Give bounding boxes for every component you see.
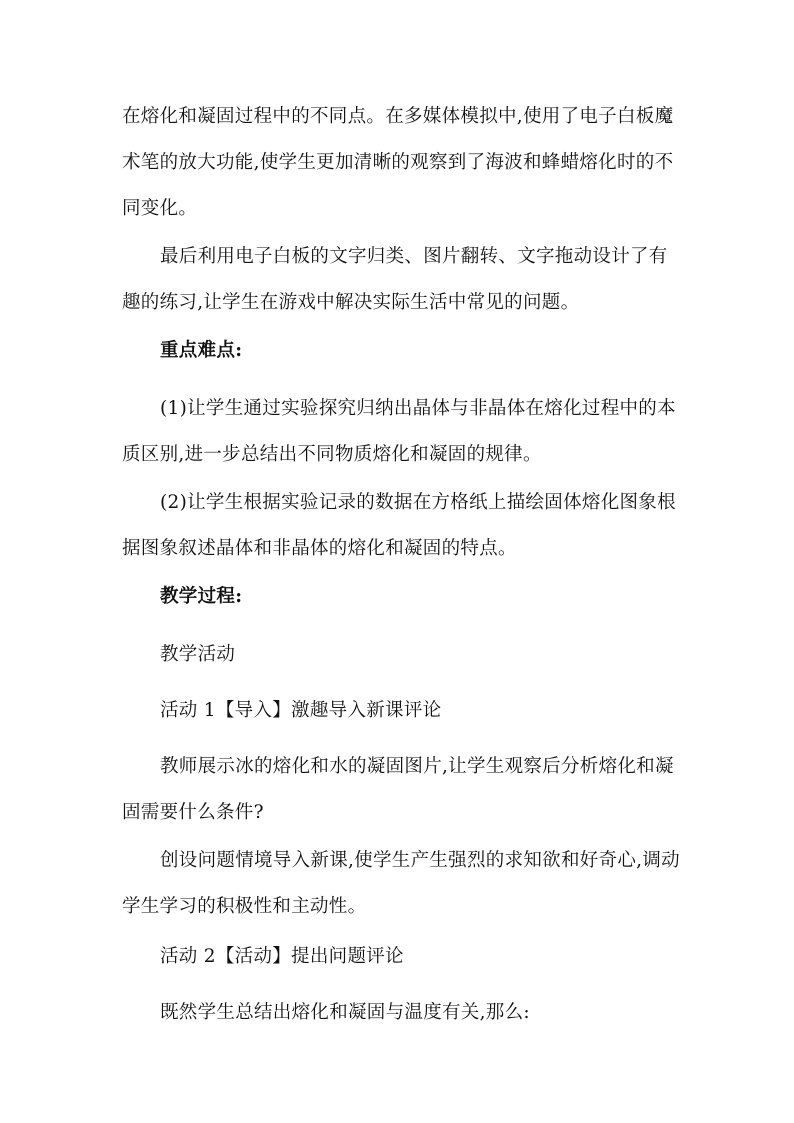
paragraph-difficulty-1: (1)让学生通过实验探究归纳出晶体与非晶体在熔化过程中的本质区别,进一步总结出不同物质熔化和凝固的规律。 (122, 398, 676, 465)
paragraph-activity-1-body: 教师展示冰的熔化和水的凝固图片,让学生观察后分析熔化和凝固需要什么条件? (122, 756, 674, 823)
heading-key-difficulties: 重点难点: (160, 340, 243, 361)
paragraph-activity-2-title: 活动 2【活动】提出问题评论 (160, 946, 404, 967)
paragraph-continued-text: 在熔化和凝固过程中的不同点。在多媒体模拟中,使用了电子白板魔术笔的放大功能,使学生更加清晰的观察到了海波和蜂蜡熔化时的不同变化。 (122, 106, 674, 219)
paragraph-difficulty-2: (2)让学生根据实验记录的数据在方格纸上描绘固体熔化图象根据图象叙述晶体和非晶体的熔化和凝固的特点。 (122, 492, 676, 559)
paragraph-activity-2-body: 既然学生总结出熔化和凝固与温度有关,那么: (160, 1002, 530, 1023)
paragraph-whiteboard-exercise: 最后利用电子白板的文字归类、图片翻转、文字拖动设计了有趣的练习,让学生在游戏中解决实际生活中常见的问题。 (122, 246, 668, 313)
paragraph-activity-1-title: 活动 1【导入】激趣导入新课评论 (160, 700, 442, 721)
paragraph-activity-1-purpose: 创设问题情境导入新课,使学生产生强烈的求知欲和好奇心,调动学生学习的积极性和主动性。 (122, 850, 680, 917)
paragraph-teaching-activities: 教学活动 (160, 644, 236, 665)
heading-teaching-process: 教学过程: (160, 586, 243, 607)
